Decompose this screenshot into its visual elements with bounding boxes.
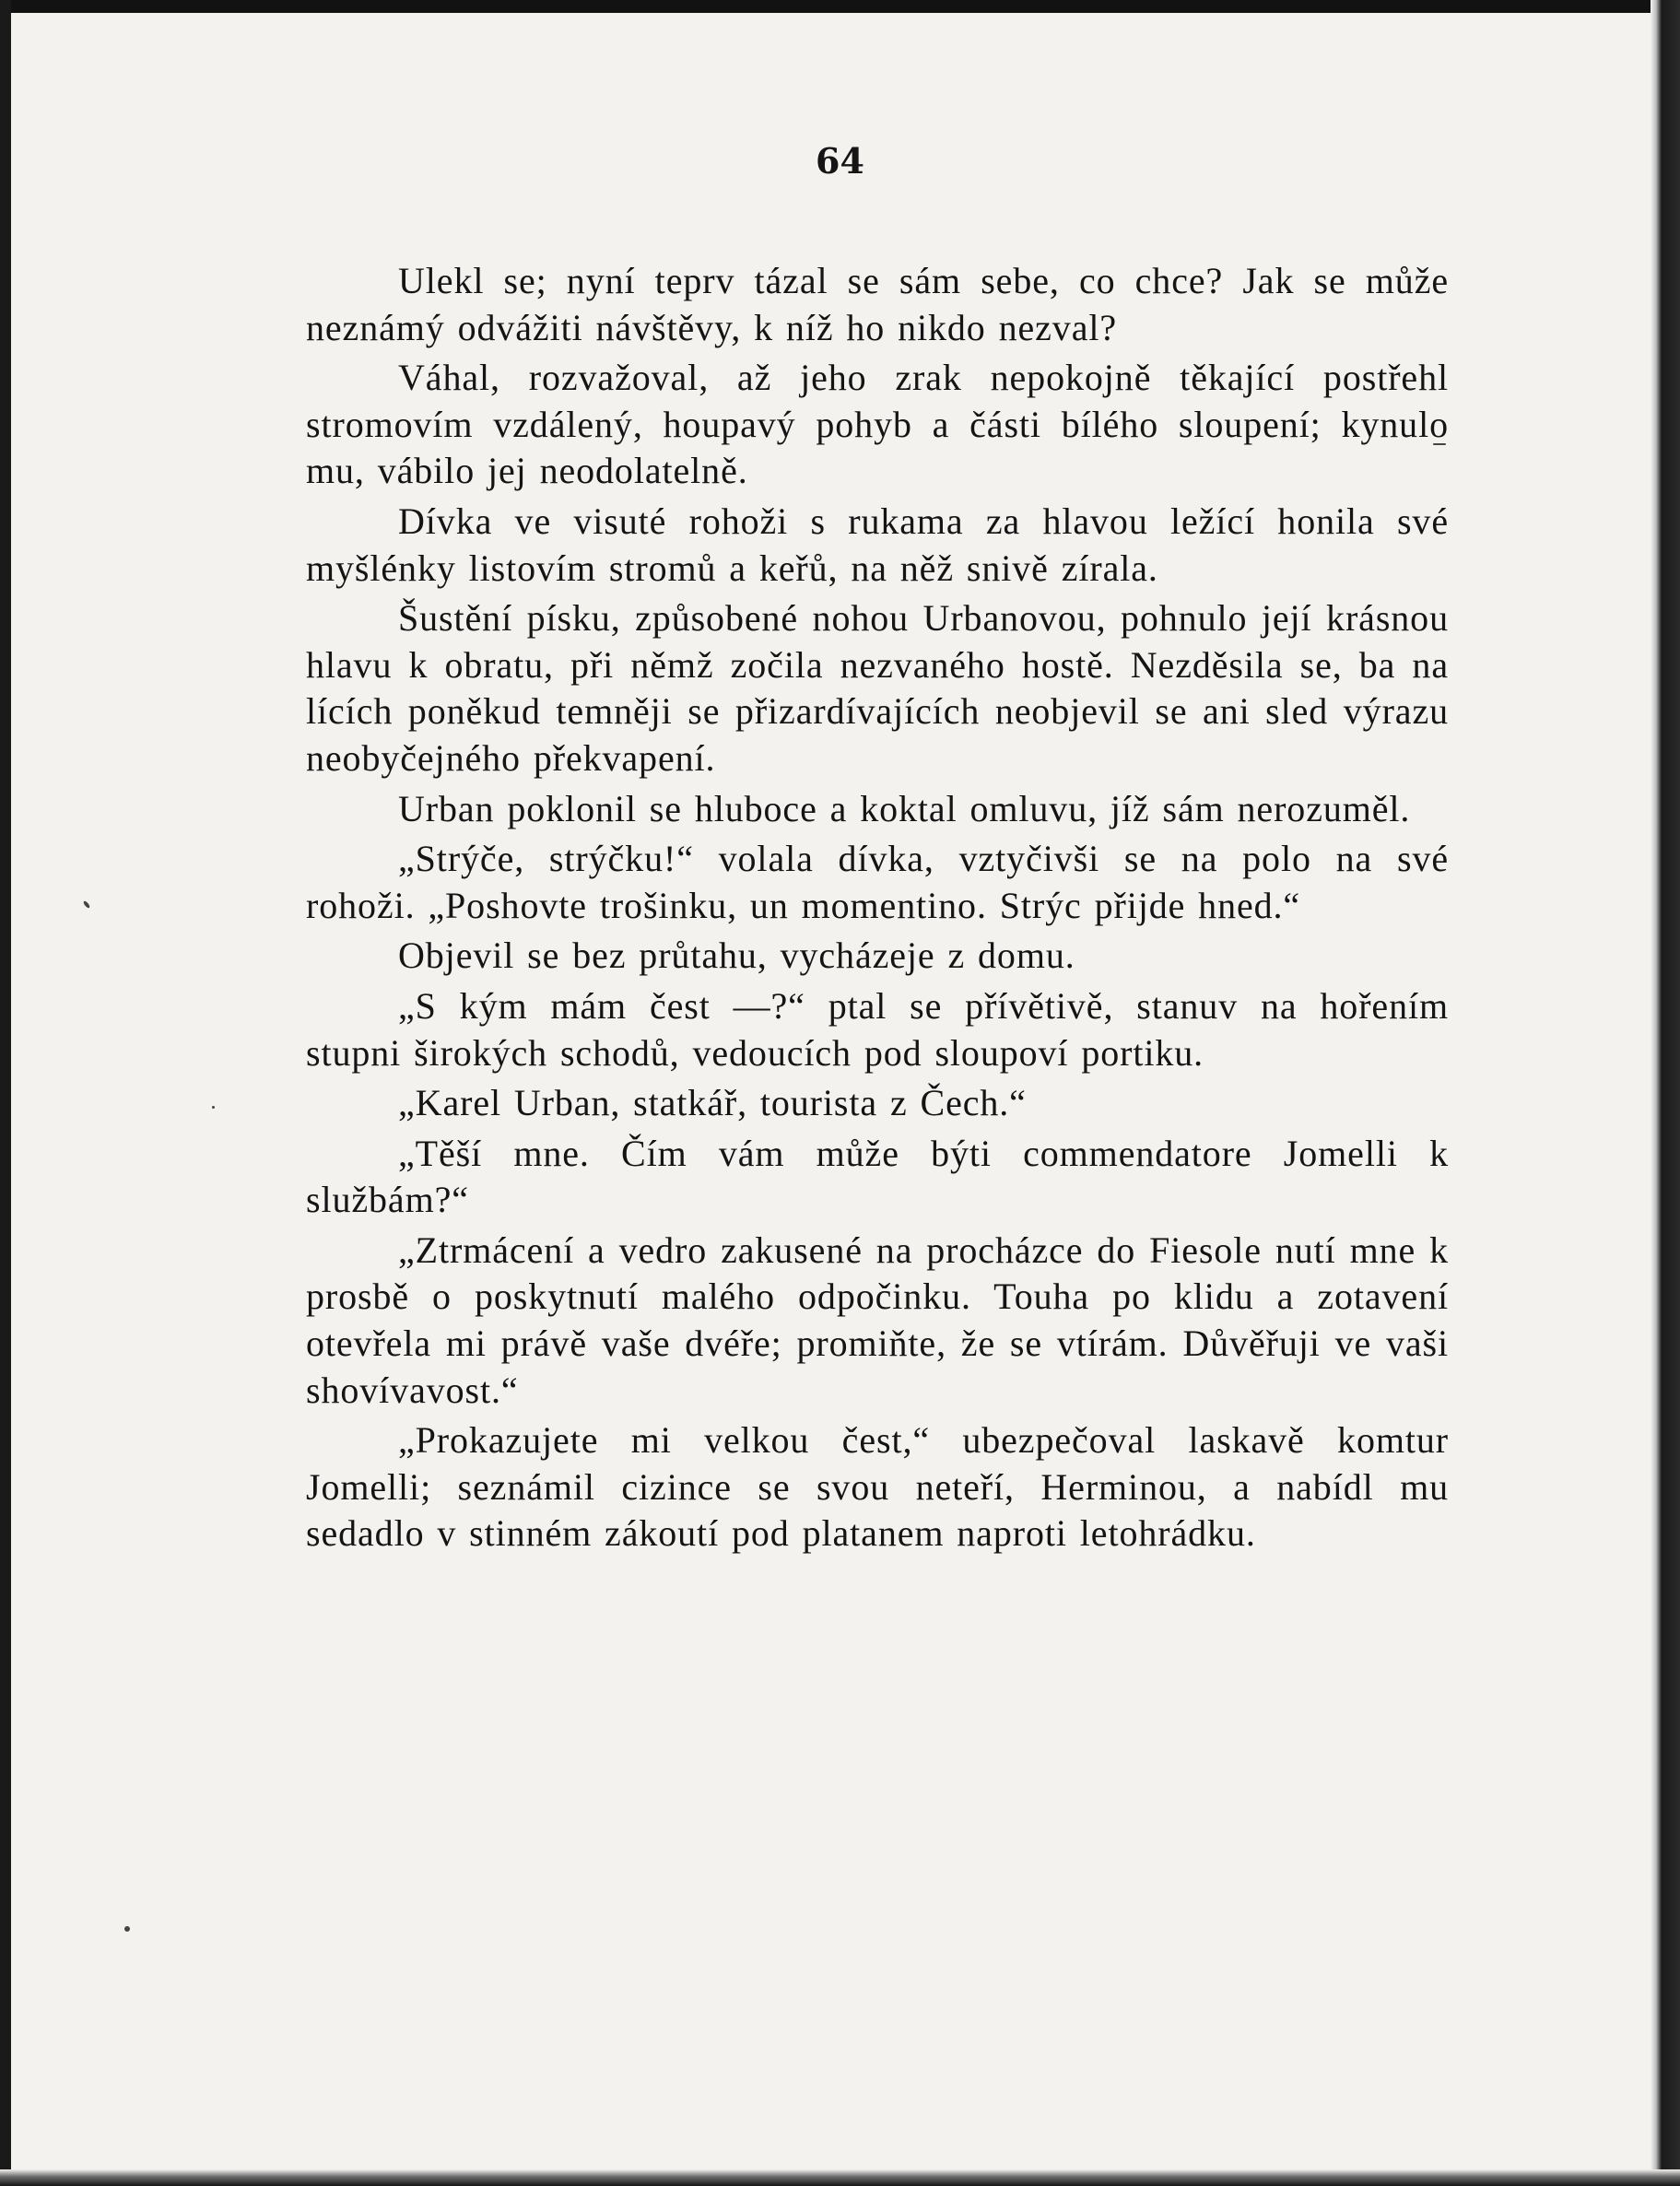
scan-border-bottom	[0, 2169, 1680, 2186]
paragraph: Dívka ve visuté rohoži s rukama za hlavou ležící honila své myšlénky listovím stromů a keřů, na něž snivě zírala.	[306, 499, 1449, 589]
paragraph: „Prokazujete mi velkou čest,“ ubezpečoval laskavě komtur Jomelli; seznámil cizince se svou neteří, Herminou, a nabídl mu sedadlo v stinném zákoutí pod platanem naproti letohrádku.	[306, 1419, 1449, 1555]
scan-speck	[124, 1926, 130, 1932]
paragraph: „Strýče, strýčku!“ volala dívka, vztyčivši se na polo na své rohoži. „Poshovte trošinku, un momentino. Strýc přijde hned.“	[306, 838, 1449, 926]
scan-border-left	[0, 0, 11, 2186]
paragraph: Váhal, rozvažoval, až jeho zrak nepokojně těkající postřehl stromovím vzdálený, houpavý pohyb a části bílého sloupení; kynulo mu, vábilo jej neodolatelně.	[306, 357, 1449, 492]
page-number: 64	[816, 140, 864, 182]
paragraph: Šustění písku, způsobené nohou Urbanovou, pohnulo její krásnou hlavu k obratu, při němž zočila nezvaného hostě. Nezděsila se, ba na lících poněkud temněji se přizardívajících neobjevil se ani sled výrazu neobyčejného překvapení.	[306, 597, 1449, 779]
paragraph: Ulekl se; nyní teprv tázal se sám sebe, co chce? Jak se může neznámý odvážiti návštěvy, k níž ho nikdo nezval?	[306, 260, 1449, 348]
paragraph: „Ztrmácení a vedro zakusené na procházce do Fiesole nutí mne k prosbě o poskytnutí malého odpočinku. Touha po klidu a zotavení otevřela mi právě vaše dvéře; promiňte, že se vtírám. Důvěřuji ve vaši shovívavost.“	[306, 1228, 1449, 1411]
scan-speck	[83, 900, 91, 909]
scan-speck	[212, 1106, 215, 1109]
paragraph: „Těší mne. Čím vám může býti commendatore Jomelli k službám?“	[306, 1132, 1449, 1221]
paragraph: „Karel Urban, statkář, tourista z Čech.“	[398, 1082, 1027, 1124]
paragraph: „S kým mám čest —?“ ptal se přívětivě, stanuv na hořením stupni širokých schodů, vedoucích pod sloupoví portiku.	[306, 984, 1449, 1074]
paragraph: Urban poklonil se hluboce a koktal omluvu, jíž sám nerozuměl.	[398, 787, 1411, 829]
page-body	[306, 258, 1449, 1561]
paragraph: Objevil se bez průtahu, vycházeje z domu.	[398, 934, 1075, 977]
scan-border-right	[1651, 0, 1680, 2186]
scan-border-top	[0, 0, 1680, 13]
